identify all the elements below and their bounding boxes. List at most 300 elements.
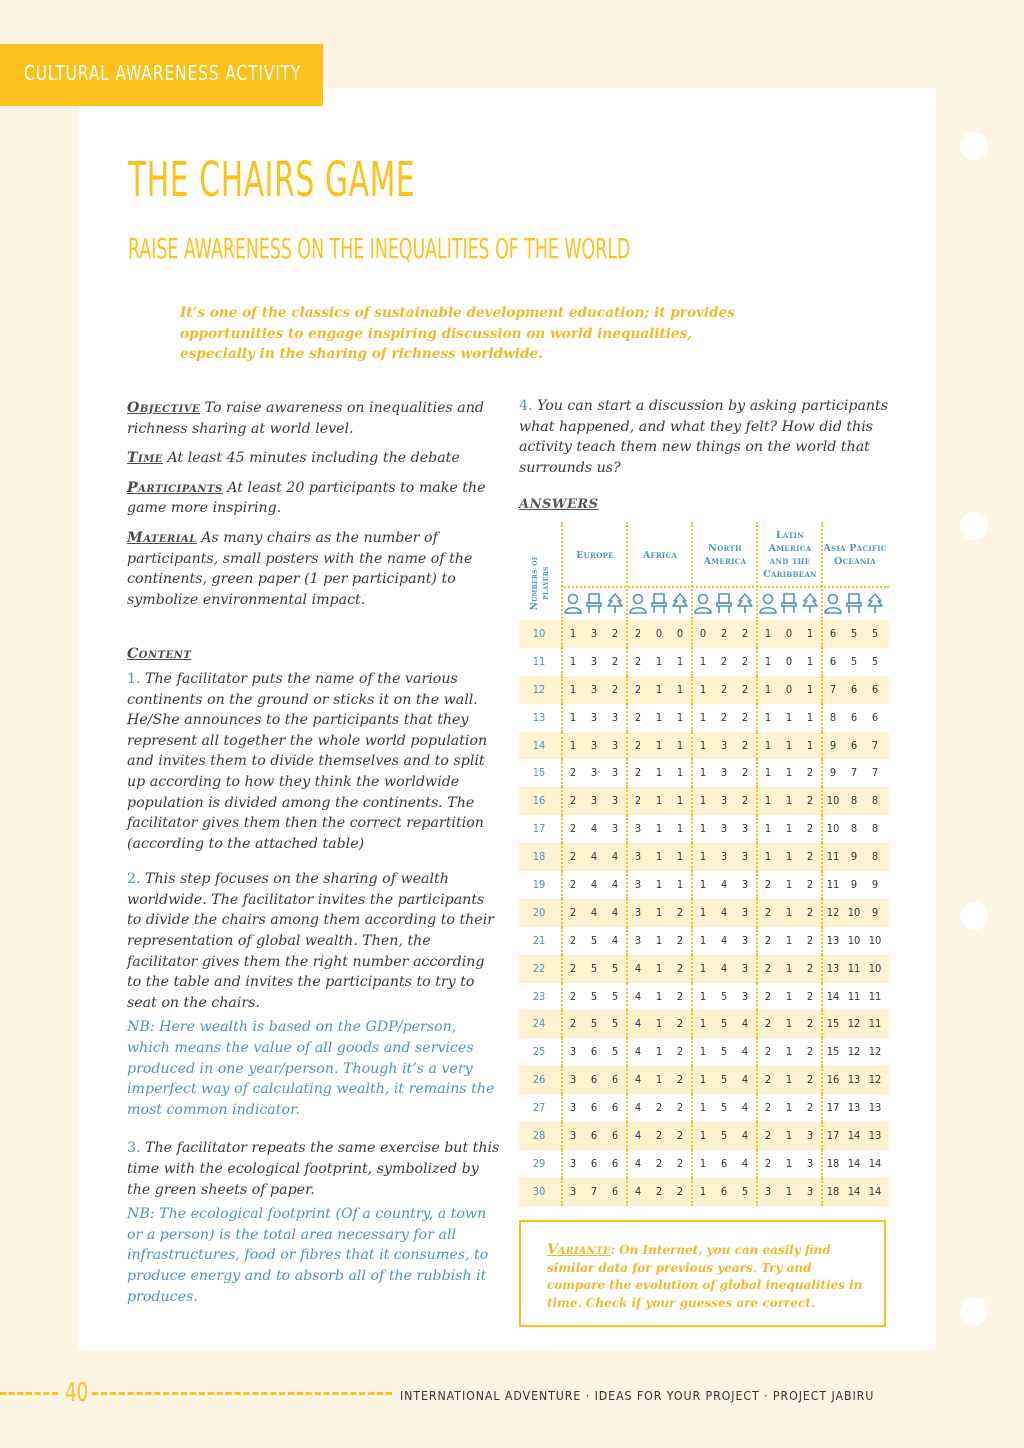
table-cell: 4 [634, 961, 642, 975]
column-divider [691, 1150, 693, 1178]
column-divider [691, 1122, 693, 1150]
players-count: 20 [532, 905, 546, 919]
table-cell: 1 [764, 738, 772, 752]
table-cell: 1 [764, 850, 772, 864]
table-cell: 12 [868, 1073, 882, 1087]
table-cell: 3 [764, 1184, 772, 1198]
column-divider [561, 955, 563, 983]
table-cell: 5 [611, 1045, 619, 1059]
column-divider [821, 815, 823, 843]
table-cell: 1 [785, 850, 793, 864]
table-row [519, 815, 889, 843]
table-cell: 5 [590, 961, 598, 975]
header-divider [561, 586, 889, 588]
players-count: 29 [532, 1156, 546, 1170]
step-2-number: 2. [127, 871, 141, 888]
column-divider [756, 983, 758, 1011]
table-cell: 1 [785, 766, 793, 780]
table-cell: 2 [655, 1184, 663, 1198]
table-cell: 10 [868, 933, 882, 947]
table-cell: 2 [569, 766, 577, 780]
table-cell: 5 [590, 989, 598, 1003]
person-icon [628, 592, 648, 614]
tree-icon [735, 592, 755, 614]
table-cell: 2 [676, 1073, 684, 1087]
players-count: 12 [532, 682, 546, 696]
column-divider [561, 1178, 563, 1206]
table-cell: 6 [850, 738, 858, 752]
footer-dash-left [0, 1392, 58, 1395]
table-cell: 12 [826, 905, 840, 919]
column-divider [561, 787, 563, 815]
table-cell: 14 [868, 1184, 882, 1198]
column-divider [626, 676, 628, 704]
chair-icon [714, 592, 734, 614]
table-cell: 3 [590, 654, 598, 668]
table-cell: 2 [741, 794, 749, 808]
players-count: 30 [532, 1184, 546, 1198]
table-cell: 5 [611, 961, 619, 975]
table-cell: 1 [676, 850, 684, 864]
step-1 [127, 669, 503, 854]
column-divider [626, 704, 628, 732]
column-divider [626, 732, 628, 760]
column-divider [756, 815, 758, 843]
table-cell: 1 [699, 794, 707, 808]
column-divider [626, 620, 628, 648]
column-divider [756, 648, 758, 676]
column-divider [626, 899, 628, 927]
column-divider [691, 648, 693, 676]
column-divider [756, 1094, 758, 1122]
table-cell: 1 [655, 654, 663, 668]
table-cell: 1 [676, 878, 684, 892]
participants-heading: Participants [127, 479, 223, 496]
column-divider [756, 955, 758, 983]
table-cell: 7 [871, 766, 879, 780]
tree-icon [800, 592, 820, 614]
chair-icon [649, 592, 669, 614]
table-cell: 5 [720, 1101, 728, 1115]
table-cell: 18 [826, 1156, 840, 1170]
players-count: 28 [532, 1129, 546, 1143]
column-divider [691, 787, 693, 815]
table-cell: 4 [590, 822, 598, 836]
right-column [519, 396, 891, 478]
banner-label: CULTURAL AWARENESS ACTIVITY [24, 61, 302, 85]
table-cell: 1 [806, 710, 814, 724]
column-divider [821, 704, 823, 732]
table-cell: 1 [785, 878, 793, 892]
icon-row [519, 592, 889, 616]
binder-hole [960, 1297, 988, 1325]
table-cell: 3 [741, 989, 749, 1003]
step-1-text: The facilitator puts the name of the various continents on the ground or sticks it on the wall. He/She announces to the participants that they represent all together the whole world population and invites them to divide themselves and to split up according to how they think the worldwide population is divided among the continents. The facilitator gives them then the correct repartition (according to the attached table) [127, 670, 488, 852]
table-cell: 1 [764, 766, 772, 780]
table-cell: 4 [720, 878, 728, 892]
table-cell: 2 [806, 850, 814, 864]
column-divider [691, 871, 693, 899]
players-count: 22 [532, 961, 546, 975]
table-row [519, 704, 889, 732]
table-cell: 4 [741, 1017, 749, 1031]
page-title: THE CHAIRS GAME [128, 152, 416, 208]
players-count: 18 [532, 850, 546, 864]
table-cell: 2 [806, 905, 814, 919]
table-cell: 13 [826, 933, 840, 947]
table-cell: 3 [569, 1184, 577, 1198]
table-cell: 1 [655, 766, 663, 780]
table-cell: 12 [847, 1017, 861, 1031]
table-cell: 5 [611, 989, 619, 1003]
binder-hole [960, 512, 988, 540]
table-cell: 13 [868, 1101, 882, 1115]
intro-paragraph: It’s one of the classics of sustainable development education; it provides opportunities to engage inspiring discussion on world inequalities, especially in the sharing of richness worldwide. [180, 305, 735, 362]
column-divider [626, 1122, 628, 1150]
table-cell: 6 [590, 1101, 598, 1115]
step-4 [519, 396, 891, 478]
table-cell: 7 [590, 1184, 598, 1198]
column-divider [821, 1178, 823, 1206]
table-cell: 4 [741, 1045, 749, 1059]
table-cell: 4 [634, 1156, 642, 1170]
table-cell: 1 [806, 654, 814, 668]
players-count: 25 [532, 1045, 546, 1059]
table-cell: 0 [699, 627, 707, 640]
chair-icon [844, 592, 864, 614]
table-cell: 11 [847, 989, 861, 1003]
table-cell: 1 [676, 682, 684, 696]
table-cell: 8 [871, 822, 879, 836]
table-cell: 1 [655, 682, 663, 696]
table-cell: 6 [611, 1129, 619, 1143]
table-cell: 1 [785, 933, 793, 947]
table-cell: 1 [699, 1184, 707, 1198]
players-header-label: Numbers of players [530, 555, 551, 611]
table-cell: 9 [850, 878, 858, 892]
players-count: 26 [532, 1073, 546, 1087]
column-divider [626, 648, 628, 676]
table-cell: 2 [676, 1101, 684, 1115]
table-cell: 2 [676, 961, 684, 975]
table-cell: 2 [806, 1045, 814, 1059]
table-cell: 3 [590, 738, 598, 752]
table-row [519, 927, 889, 955]
table-cell: 3 [569, 1129, 577, 1143]
table-cell: 2 [741, 627, 749, 640]
page-subtitle: RAISE AWARENESS ON THE INEQUALITIES OF THE WORLD [128, 232, 631, 265]
table-cell: 1 [785, 989, 793, 1003]
note-wealth: NB: Here wealth is based on the GDP/person, which means the value of all goods and services produced in one year/person. Though it’s a very imperfect way of calculating wealth, it remains the most common indicator. [127, 1019, 495, 1118]
table-cell: 1 [655, 878, 663, 892]
table-cell: 1 [655, 1045, 663, 1059]
table-cell: 7 [871, 738, 879, 752]
table-cell: 1 [699, 1129, 707, 1143]
footer-text: INTERNATIONAL ADVENTURE · IDEAS FOR YOUR PROJECT · PROJECT JABIRU [400, 1389, 875, 1403]
table-row [519, 1010, 889, 1038]
table-cell: 4 [634, 1073, 642, 1087]
page-number: 40 [65, 1378, 89, 1408]
step-4-number: 4. [519, 398, 533, 414]
table-cell: 3 [590, 682, 598, 696]
column-divider [626, 815, 628, 843]
table-cell: 1 [655, 1073, 663, 1087]
column-divider [561, 899, 563, 927]
table-cell: 3 [611, 766, 619, 780]
table-cell: 15 [826, 1045, 840, 1059]
table-cell: 10 [868, 961, 882, 975]
players-count: 21 [532, 933, 546, 947]
table-cell: 2 [806, 878, 814, 892]
table-cell: 2 [806, 1017, 814, 1031]
table-row [519, 787, 889, 815]
table-cell: 4 [634, 989, 642, 1003]
table-cell: 6 [611, 1156, 619, 1170]
table-cell: 1 [655, 822, 663, 836]
table-cell: 1 [699, 1156, 707, 1170]
table-cell: 7 [829, 682, 837, 696]
table-cell: 2 [806, 989, 814, 1003]
table-cell: 13 [826, 961, 840, 975]
table-row [519, 759, 889, 787]
column-divider [821, 1150, 823, 1178]
table-cell: 5 [611, 1017, 619, 1031]
table-cell: 15 [826, 1017, 840, 1031]
column-divider [756, 620, 758, 648]
column-divider [626, 787, 628, 815]
table-cell: 3 [806, 1184, 814, 1198]
objective-paragraph [127, 398, 503, 439]
table-cell: 2 [634, 738, 642, 752]
table-cell: 9 [829, 766, 837, 780]
column-divider [561, 1066, 563, 1094]
table-cell: 1 [785, 738, 793, 752]
column-divider [561, 1122, 563, 1150]
table-cell: 11 [868, 989, 882, 1003]
table-row [519, 1150, 889, 1178]
table-cell: 1 [655, 1017, 663, 1031]
table-cell: 7 [850, 766, 858, 780]
column-divider [756, 1010, 758, 1038]
column-divider [756, 843, 758, 871]
column-divider [561, 1150, 563, 1178]
step-3 [127, 1138, 503, 1200]
table-cell: 2 [741, 710, 749, 724]
table-cell: 1 [699, 822, 707, 836]
table-cell: 9 [871, 878, 879, 892]
table-cell: 12 [868, 1045, 882, 1059]
binder-hole [960, 132, 988, 160]
column-divider [691, 1178, 693, 1206]
table-cell: 4 [590, 905, 598, 919]
table-cell: 2 [569, 878, 577, 892]
column-divider [691, 676, 693, 704]
table-row [519, 1038, 889, 1066]
table-cell: 2 [806, 766, 814, 780]
table-cell: 2 [676, 1045, 684, 1059]
table-cell: 2 [611, 627, 619, 640]
time-text: At least 45 minutes including the debate [162, 450, 460, 467]
table-cell: 1 [676, 766, 684, 780]
table-cell: 4 [611, 905, 619, 919]
table-cell: 6 [590, 1129, 598, 1143]
column-divider [821, 676, 823, 704]
table-cell: 1 [785, 1017, 793, 1031]
table-cell: 1 [676, 738, 684, 752]
region-header-asia-pacific: Asia Pacific Oceania [823, 543, 887, 567]
step-4-text: You can start a discussion by asking participants what happened, and what they felt? How did this activity teach them new things on the world that surrounds us? [519, 398, 889, 476]
table-cell: 1 [785, 1045, 793, 1059]
table-cell: 3 [741, 961, 749, 975]
column-divider [691, 1038, 693, 1066]
footer-dash-right [92, 1392, 392, 1395]
table-row [519, 648, 889, 676]
table-cell: 1 [785, 1184, 793, 1198]
table-row [519, 899, 889, 927]
table-cell: 6 [871, 682, 879, 696]
table-cell: 2 [806, 1073, 814, 1087]
region-header-europe: Europe [576, 549, 614, 561]
column-divider [561, 871, 563, 899]
table-cell: 8 [829, 710, 837, 724]
table-cell: 4 [720, 905, 728, 919]
table-cell: 11 [847, 961, 861, 975]
table-cell: 12 [847, 1045, 861, 1059]
column-divider [626, 1094, 628, 1122]
table-cell: 2 [611, 654, 619, 668]
table-cell: 3 [634, 878, 642, 892]
tree-icon [670, 592, 690, 614]
table-cell: 4 [634, 1129, 642, 1143]
column-divider [756, 871, 758, 899]
table-cell: 3 [741, 933, 749, 947]
variante-paragraph [547, 1242, 867, 1312]
objective-heading: Objective [127, 400, 201, 416]
table-cell: 5 [590, 933, 598, 947]
table-cell: 3 [806, 1129, 814, 1143]
table-row [519, 676, 889, 704]
table-cell: 2 [676, 1184, 684, 1198]
table-cell: 8 [850, 794, 858, 808]
column-divider [821, 1038, 823, 1066]
table-cell: 10 [826, 794, 840, 808]
table-cell: 9 [871, 905, 879, 919]
table-cell: 1 [699, 654, 707, 668]
table-cell: 5 [720, 1045, 728, 1059]
table-cell: 1 [569, 710, 577, 724]
step-2-text: This step focuses on the sharing of wealth worldwide. The facilitator invites the participants to divide the chairs among them according to their representation of global wealth. Then, the facilitator gives them the right number according to the table and invites the participants to try to seat on the chairs. [127, 871, 495, 1011]
column-divider [561, 704, 563, 732]
table-cell: 3 [569, 1101, 577, 1115]
column-divider [821, 620, 823, 648]
column-divider [561, 648, 563, 676]
table-cell: 1 [655, 850, 663, 864]
table-cell: 1 [785, 1101, 793, 1115]
table-cell: 5 [741, 1184, 749, 1198]
table-cell: 2 [806, 822, 814, 836]
table-cell: 2 [764, 989, 772, 1003]
column-divider [821, 1094, 823, 1122]
table-cell: 14 [847, 1156, 861, 1170]
table-cell: 4 [634, 1101, 642, 1115]
column-divider [561, 1094, 563, 1122]
table-cell: 1 [699, 850, 707, 864]
table-cell: 1 [676, 710, 684, 724]
note-ecological-footprint: NB: The ecological footprint (Of a country, a town or a person) is the total area necessary for all infrastructures, food or fibres that it consumes, to produce energy and to absorb all of the rubbish it produces. [127, 1206, 489, 1305]
table-cell: 6 [829, 654, 837, 668]
table-cell: 1 [699, 989, 707, 1003]
column-divider [756, 676, 758, 704]
column-divider [821, 871, 823, 899]
table-cell: 1 [785, 1073, 793, 1087]
table-cell: 1 [655, 794, 663, 808]
table-cell: 2 [764, 878, 772, 892]
column-divider [756, 704, 758, 732]
column-divider [756, 1150, 758, 1178]
column-divider [626, 1038, 628, 1066]
players-count: 27 [532, 1101, 546, 1115]
table-cell: 5 [850, 627, 858, 640]
table-row [519, 1066, 889, 1094]
table-cell: 3 [590, 766, 598, 780]
time-paragraph [127, 448, 503, 469]
column-divider [626, 955, 628, 983]
column-divider [691, 1094, 693, 1122]
table-cell: 3 [720, 850, 728, 864]
material-text: As many chairs as the number of participants, small posters with the name of the continents, green paper (1 per participant) to symbolize environmental impact. [127, 529, 473, 608]
region-header-latin-america: Latin America and the Caribbean [763, 530, 817, 580]
table-cell: 3 [720, 738, 728, 752]
table-cell: 1 [699, 961, 707, 975]
region-header-africa: Africa [642, 549, 678, 561]
table-cell: 2 [569, 961, 577, 975]
person-icon [823, 592, 843, 614]
table-cell: 1 [806, 627, 814, 640]
content-heading-paragraph [127, 644, 503, 665]
table-cell: 2 [764, 1017, 772, 1031]
column-divider [626, 1178, 628, 1206]
table-cell: 3 [634, 933, 642, 947]
column-divider [691, 704, 693, 732]
players-count: 24 [532, 1017, 546, 1031]
column-divider [821, 843, 823, 871]
person-icon [563, 592, 583, 614]
table-cell: 1 [655, 933, 663, 947]
table-cell: 1 [785, 1156, 793, 1170]
table-row [519, 843, 889, 871]
table-cell: 1 [785, 905, 793, 919]
column-divider [756, 1122, 758, 1150]
table-cell: 2 [764, 961, 772, 975]
table-cell: 1 [764, 822, 772, 836]
table-row [519, 1178, 889, 1206]
table-cell: 2 [634, 654, 642, 668]
table-cell: 2 [806, 961, 814, 975]
column-divider [561, 815, 563, 843]
table-cell: 14 [868, 1156, 882, 1170]
table-cell: 3 [569, 1156, 577, 1170]
table-cell: 1 [764, 794, 772, 808]
table-row [519, 955, 889, 983]
table-cell: 1 [699, 710, 707, 724]
step-1-number: 1. [127, 670, 141, 687]
table-cell: 3 [590, 627, 598, 640]
table-cell: 4 [634, 1184, 642, 1198]
table-cell: 1 [569, 738, 577, 752]
table-cell: 6 [590, 1073, 598, 1087]
table-cell: 3 [720, 794, 728, 808]
table-cell: 2 [741, 682, 749, 696]
